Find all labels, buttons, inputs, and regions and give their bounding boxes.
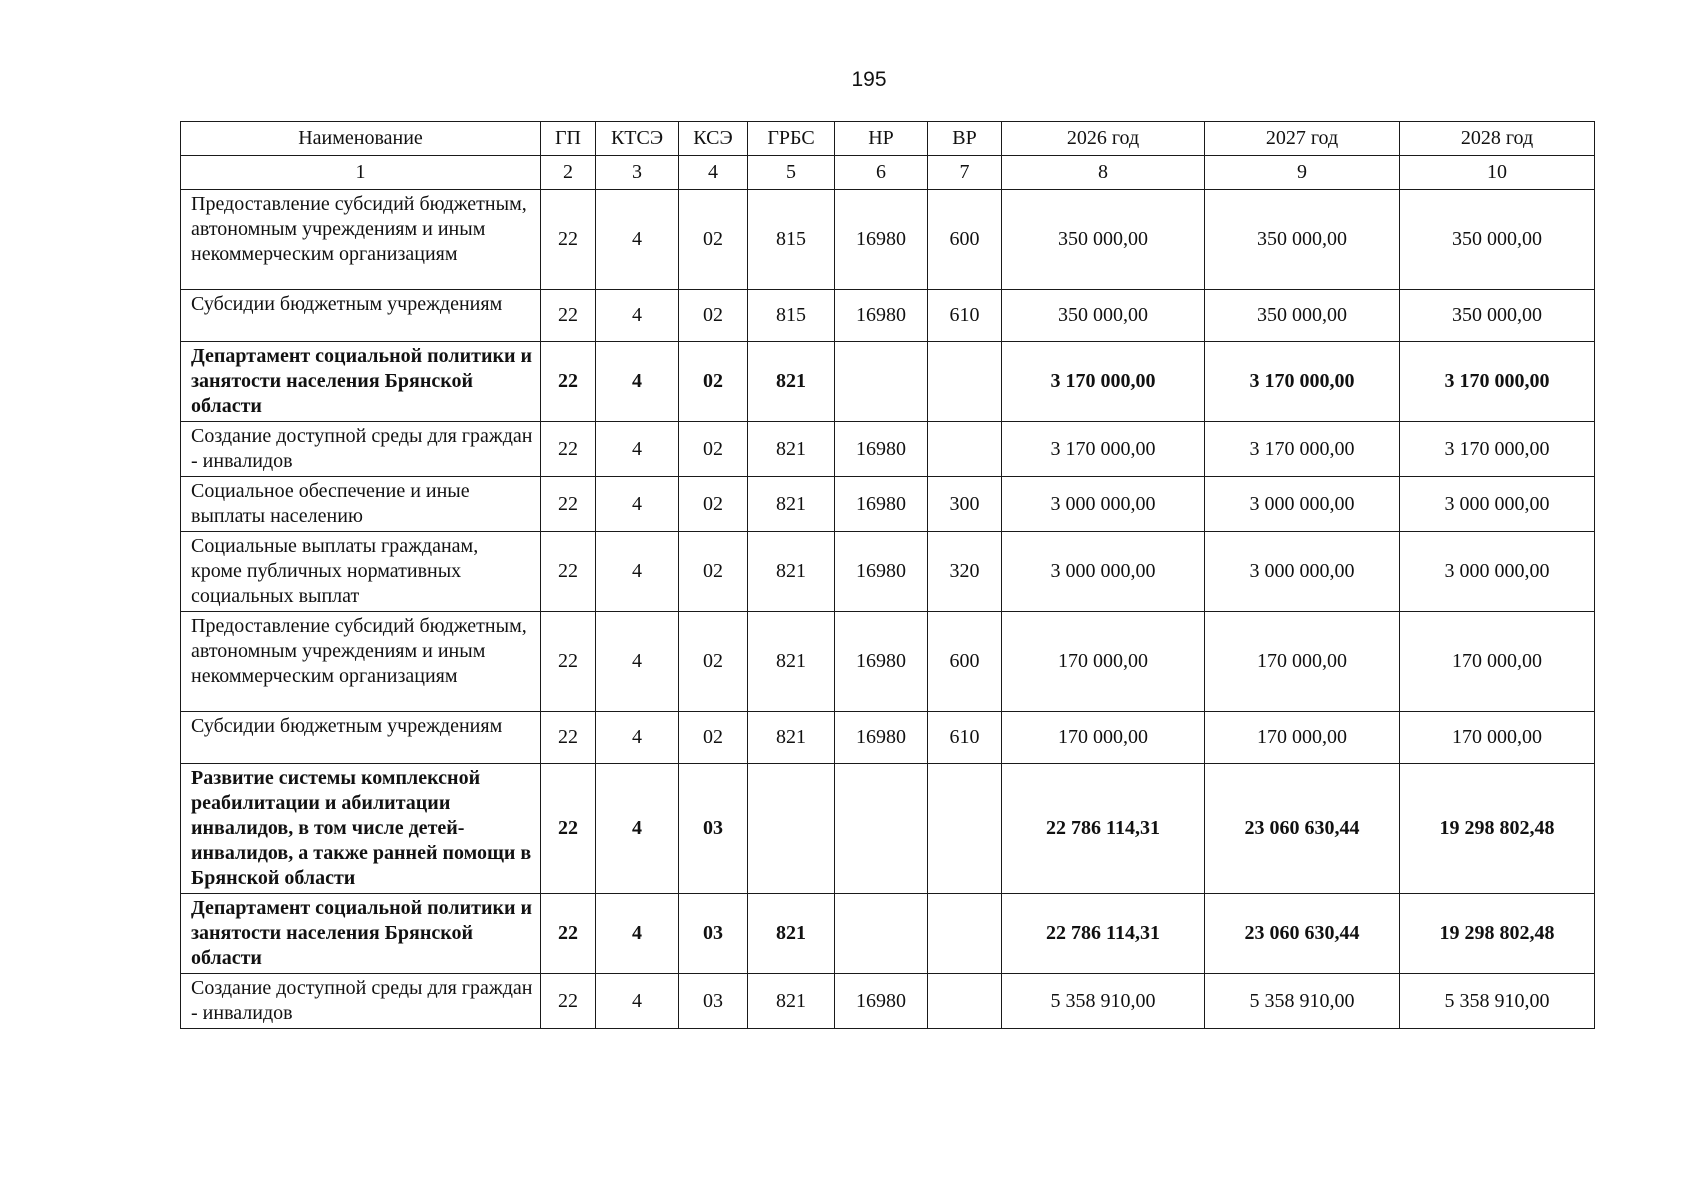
header-cell: НР <box>835 122 928 156</box>
header-cell: 2026 год <box>1002 122 1205 156</box>
name-cell: Создание доступной среды для граждан - инвалидов <box>181 974 541 1029</box>
page-number: 195 <box>851 68 887 91</box>
gp-cell: 22 <box>541 190 596 290</box>
grbs-cell: 821 <box>748 422 835 477</box>
amount-2028-cell: 3 170 000,00 <box>1400 422 1595 477</box>
amount-2026-cell: 3 170 000,00 <box>1002 342 1205 422</box>
ktse-cell: 4 <box>596 974 679 1029</box>
amount-2026-cell: 3 170 000,00 <box>1002 422 1205 477</box>
vr-cell: 600 <box>928 190 1002 290</box>
name-cell: Социальные выплаты гражданам, кроме публичных нормативных социальных выплат <box>181 532 541 612</box>
nr-cell: 16980 <box>835 290 928 342</box>
header-cell: 2028 год <box>1400 122 1595 156</box>
amount-2028-cell: 3 170 000,00 <box>1400 342 1595 422</box>
nr-cell: 16980 <box>835 612 928 712</box>
grbs-cell: 815 <box>748 190 835 290</box>
table-row <box>181 342 1595 422</box>
nr-cell: 16980 <box>835 974 928 1029</box>
amount-2028-cell: 3 000 000,00 <box>1400 477 1595 532</box>
kse-cell: 02 <box>679 612 748 712</box>
kse-cell: 02 <box>679 290 748 342</box>
grbs-cell: 815 <box>748 290 835 342</box>
kse-cell: 02 <box>679 190 748 290</box>
column-number-row <box>181 156 1595 190</box>
column-number-cell: 1 <box>181 156 541 190</box>
grbs-cell: 821 <box>748 612 835 712</box>
amount-2028-cell: 19 298 802,48 <box>1400 764 1595 894</box>
ktse-cell: 4 <box>596 342 679 422</box>
amount-2027-cell: 23 060 630,44 <box>1205 764 1400 894</box>
budget-table <box>180 121 1595 1029</box>
vr-cell <box>928 764 1002 894</box>
gp-cell: 22 <box>541 422 596 477</box>
column-number-cell: 4 <box>679 156 748 190</box>
amount-2026-cell: 170 000,00 <box>1002 712 1205 764</box>
table-row <box>181 190 1595 290</box>
table-row <box>181 612 1595 712</box>
ktse-cell: 4 <box>596 894 679 974</box>
gp-cell: 22 <box>541 764 596 894</box>
vr-cell: 600 <box>928 612 1002 712</box>
ktse-cell: 4 <box>596 532 679 612</box>
name-cell: Субсидии бюджетным учреждениям <box>181 712 541 764</box>
column-number-cell: 9 <box>1205 156 1400 190</box>
amount-2027-cell: 5 358 910,00 <box>1205 974 1400 1029</box>
vr-cell: 610 <box>928 712 1002 764</box>
vr-cell <box>928 974 1002 1029</box>
column-number-cell: 5 <box>748 156 835 190</box>
header-cell: ГП <box>541 122 596 156</box>
nr-cell: 16980 <box>835 532 928 612</box>
amount-2028-cell: 350 000,00 <box>1400 290 1595 342</box>
gp-cell: 22 <box>541 712 596 764</box>
kse-cell: 02 <box>679 422 748 477</box>
gp-cell: 22 <box>541 290 596 342</box>
column-number-cell: 10 <box>1400 156 1595 190</box>
amount-2028-cell: 5 358 910,00 <box>1400 974 1595 1029</box>
column-number-cell: 3 <box>596 156 679 190</box>
amount-2028-cell: 19 298 802,48 <box>1400 894 1595 974</box>
ktse-cell: 4 <box>596 422 679 477</box>
gp-cell: 22 <box>541 532 596 612</box>
name-cell: Департамент социальной политики и занятости населения Брянской области <box>181 894 541 974</box>
table-row <box>181 477 1595 532</box>
name-cell: Департамент социальной политики и занятости населения Брянской области <box>181 342 541 422</box>
amount-2027-cell: 170 000,00 <box>1205 612 1400 712</box>
grbs-cell: 821 <box>748 894 835 974</box>
amount-2026-cell: 3 000 000,00 <box>1002 477 1205 532</box>
name-cell: Развитие системы комплексной реабилитации и абилитации инвалидов, в том числе детей-инвалидов, а также ранней помощи в Брянской области <box>181 764 541 894</box>
amount-2026-cell: 5 358 910,00 <box>1002 974 1205 1029</box>
column-number-cell: 8 <box>1002 156 1205 190</box>
name-cell: Социальное обеспечение и иные выплаты населению <box>181 477 541 532</box>
nr-cell: 16980 <box>835 477 928 532</box>
table-row <box>181 974 1595 1029</box>
table-row <box>181 290 1595 342</box>
ktse-cell: 4 <box>596 712 679 764</box>
header-cell: ВР <box>928 122 1002 156</box>
amount-2027-cell: 23 060 630,44 <box>1205 894 1400 974</box>
amount-2027-cell: 3 170 000,00 <box>1205 342 1400 422</box>
column-number-cell: 7 <box>928 156 1002 190</box>
ktse-cell: 4 <box>596 290 679 342</box>
kse-cell: 03 <box>679 894 748 974</box>
vr-cell: 320 <box>928 532 1002 612</box>
amount-2026-cell: 350 000,00 <box>1002 190 1205 290</box>
amount-2028-cell: 170 000,00 <box>1400 612 1595 712</box>
gp-cell: 22 <box>541 342 596 422</box>
gp-cell: 22 <box>541 974 596 1029</box>
header-cell: Наименование <box>181 122 541 156</box>
gp-cell: 22 <box>541 894 596 974</box>
table-row <box>181 712 1595 764</box>
header-cell: 2027 год <box>1205 122 1400 156</box>
vr-cell: 300 <box>928 477 1002 532</box>
ktse-cell: 4 <box>596 477 679 532</box>
amount-2027-cell: 3 000 000,00 <box>1205 532 1400 612</box>
gp-cell: 22 <box>541 477 596 532</box>
header-cell: КСЭ <box>679 122 748 156</box>
amount-2026-cell: 22 786 114,31 <box>1002 894 1205 974</box>
name-cell: Создание доступной среды для граждан - инвалидов <box>181 422 541 477</box>
kse-cell: 02 <box>679 477 748 532</box>
amount-2027-cell: 3 170 000,00 <box>1205 422 1400 477</box>
nr-cell: 16980 <box>835 712 928 764</box>
nr-cell <box>835 342 928 422</box>
kse-cell: 03 <box>679 974 748 1029</box>
column-number-cell: 6 <box>835 156 928 190</box>
amount-2026-cell: 170 000,00 <box>1002 612 1205 712</box>
amount-2026-cell: 3 000 000,00 <box>1002 532 1205 612</box>
vr-cell <box>928 342 1002 422</box>
nr-cell: 16980 <box>835 422 928 477</box>
grbs-cell <box>748 764 835 894</box>
ktse-cell: 4 <box>596 612 679 712</box>
amount-2028-cell: 170 000,00 <box>1400 712 1595 764</box>
ktse-cell: 4 <box>596 764 679 894</box>
amount-2028-cell: 350 000,00 <box>1400 190 1595 290</box>
kse-cell: 03 <box>679 764 748 894</box>
vr-cell <box>928 894 1002 974</box>
nr-cell: 16980 <box>835 190 928 290</box>
grbs-cell: 821 <box>748 342 835 422</box>
vr-cell <box>928 422 1002 477</box>
vr-cell: 610 <box>928 290 1002 342</box>
header-cell: ГРБС <box>748 122 835 156</box>
column-number-cell: 2 <box>541 156 596 190</box>
table-row <box>181 764 1595 894</box>
kse-cell: 02 <box>679 712 748 764</box>
grbs-cell: 821 <box>748 532 835 612</box>
amount-2026-cell: 350 000,00 <box>1002 290 1205 342</box>
grbs-cell: 821 <box>748 712 835 764</box>
nr-cell <box>835 764 928 894</box>
ktse-cell: 4 <box>596 190 679 290</box>
amount-2028-cell: 3 000 000,00 <box>1400 532 1595 612</box>
name-cell: Субсидии бюджетным учреждениям <box>181 290 541 342</box>
amount-2027-cell: 350 000,00 <box>1205 190 1400 290</box>
amount-2027-cell: 170 000,00 <box>1205 712 1400 764</box>
header-row <box>181 122 1595 156</box>
kse-cell: 02 <box>679 342 748 422</box>
name-cell: Предоставление субсидий бюджетным, автономным учреждениям и иным некоммерческим организациям <box>181 612 541 712</box>
kse-cell: 02 <box>679 532 748 612</box>
amount-2026-cell: 22 786 114,31 <box>1002 764 1205 894</box>
amount-2027-cell: 3 000 000,00 <box>1205 477 1400 532</box>
table-row <box>181 532 1595 612</box>
grbs-cell: 821 <box>748 477 835 532</box>
nr-cell <box>835 894 928 974</box>
amount-2027-cell: 350 000,00 <box>1205 290 1400 342</box>
table-row <box>181 422 1595 477</box>
grbs-cell: 821 <box>748 974 835 1029</box>
header-cell: КТСЭ <box>596 122 679 156</box>
gp-cell: 22 <box>541 612 596 712</box>
table-row <box>181 894 1595 974</box>
name-cell: Предоставление субсидий бюджетным, автономным учреждениям и иным некоммерческим организациям <box>181 190 541 290</box>
